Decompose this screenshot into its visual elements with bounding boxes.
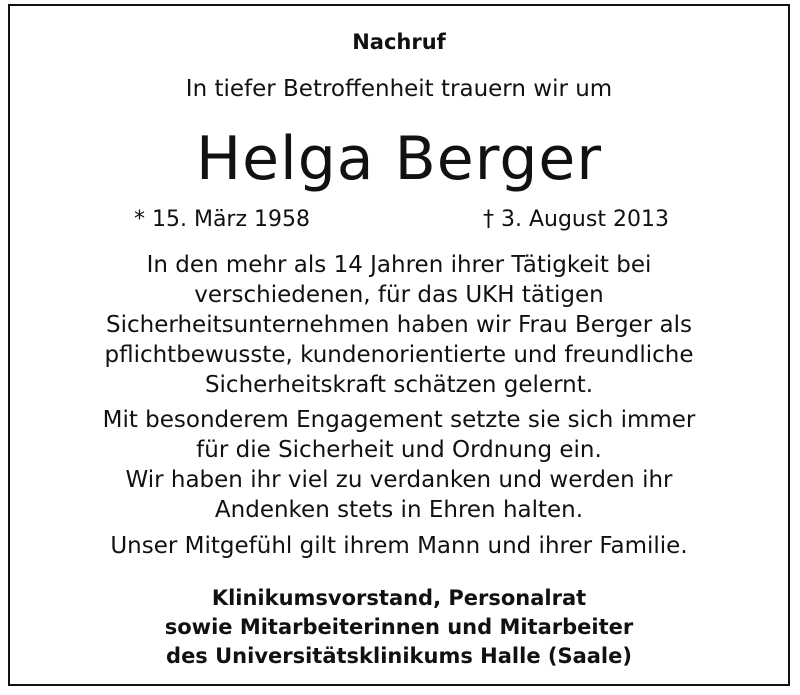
deceased-name: Helga Berger	[196, 124, 602, 194]
obituary-notice	[8, 4, 790, 686]
intro-text: In tiefer Betroffenheit trauern wir um	[185, 76, 613, 102]
tribute-paragraph-1	[10, 250, 788, 400]
paragraph-line: Sicherheitskraft schätzen gelernt.	[204, 372, 594, 398]
paragraph-line: In den mehr als 14 Jahren ihrer Tätigkeit bei	[146, 252, 652, 278]
birth-date: * 15. März 1958	[134, 207, 311, 232]
paragraph-line: verschiedenen, für das UKH tätigen	[194, 282, 604, 308]
paragraph-line: pflichtbewusste, kundenorientierte und freundliche	[104, 342, 694, 368]
paragraph-line: für die Sicherheit und Ordnung ein.	[196, 437, 602, 463]
paragraph-line: Wir haben ihr viel zu verdanken und werden ihr	[125, 467, 673, 493]
paragraph-line: Andenken stets in Ehren halten.	[214, 497, 584, 523]
paragraph-line: Unser Mitgefühl gilt ihrem Mann und ihrer Familie.	[110, 533, 688, 559]
signature-line: Klinikumsvorstand, Personalrat	[211, 586, 587, 610]
paragraph-line: Sicherheitsunternehmen haben wir Frau Berger als	[106, 312, 692, 338]
death-date: † 3. August 2013	[483, 207, 669, 232]
signature-block	[10, 584, 788, 671]
paragraph-line: Mit besonderem Engagement setzte sie sich immer	[102, 407, 696, 433]
condolence-paragraph	[10, 531, 788, 561]
tribute-paragraph-2	[10, 405, 788, 525]
notice-heading: Nachruf	[352, 30, 446, 54]
signature-line: des Universitätsklinikums Halle (Saale)	[166, 644, 632, 668]
signature-line: sowie Mitarbeiterinnen und Mitarbeiter	[164, 615, 634, 639]
